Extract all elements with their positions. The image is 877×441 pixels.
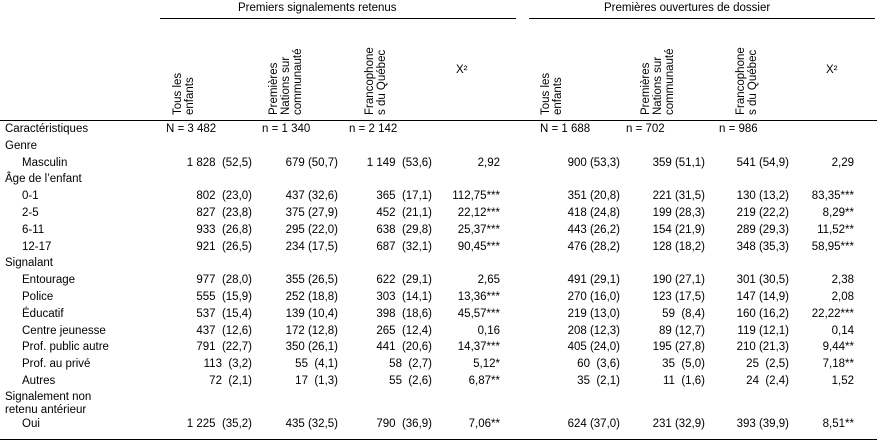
cell-g1-fq: 265 (12,4) bbox=[376, 324, 432, 337]
cell-g2-fq: 25 (2,5) bbox=[746, 358, 789, 371]
cell-g1-pn: n = 1 340 bbox=[262, 123, 311, 135]
cell-g2-pn: 195 (27,8) bbox=[652, 341, 705, 354]
cell-g1-tous: N = 3 482 bbox=[166, 123, 217, 135]
cell-g1-fq: 452 (21,1) bbox=[376, 207, 432, 219]
cell-g1-chi: 90,45*** bbox=[457, 240, 500, 253]
cell-g1-tous: 72 (2,1) bbox=[209, 375, 252, 387]
cell-g2-chi: 22,22*** bbox=[811, 307, 854, 320]
cell-g1-tous: 113 (3,2) bbox=[203, 358, 252, 371]
cell-g2-pn: 11 (1,6) bbox=[663, 375, 705, 387]
cell-g1-fq: n = 2 142 bbox=[349, 123, 398, 135]
cell-g2-pn: 154 (21,9) bbox=[652, 223, 705, 236]
cell-g2-pn: 89 (12,7) bbox=[658, 324, 705, 337]
cell-g2-chi: 2,38 bbox=[831, 274, 854, 287]
cell-g1-chi: 25,37*** bbox=[457, 223, 500, 236]
cell-g2-tous: N = 1 688 bbox=[540, 123, 591, 135]
cell-g2-pn: 128 (18,2) bbox=[652, 240, 705, 253]
group-title-signalements: Premiers signalements retenus bbox=[238, 2, 397, 14]
cell-g2-pn: 35 (5,0) bbox=[662, 358, 705, 371]
cell-g2-fq: 301 (30,5) bbox=[736, 274, 789, 287]
cell-g2-pn: 221 (31,5) bbox=[652, 190, 705, 203]
cell-g1-tous: 802 (23,0) bbox=[196, 190, 252, 203]
cell-g1-pn: 437 (32,6) bbox=[285, 190, 338, 203]
group-title-ouvertures: Premières ouvertures de dossier bbox=[604, 2, 771, 14]
col-header-chi-1: X² bbox=[456, 64, 468, 76]
cell-g2-fq: 210 (21,3) bbox=[736, 341, 789, 354]
row-label: Centre jeunesse bbox=[22, 324, 106, 337]
cell-g1-chi: 7,06** bbox=[468, 417, 500, 430]
col-header-pn-1: Premières Nations sur communauté bbox=[268, 48, 304, 115]
cell-g2-pn: 123 (17,5) bbox=[652, 291, 705, 303]
cell-g2-chi: 7,18** bbox=[822, 358, 854, 371]
row-label: Police bbox=[22, 291, 54, 303]
cell-g2-tous: 624 (37,0) bbox=[567, 417, 620, 430]
group-rule-signalements bbox=[160, 18, 516, 19]
table-bottom-rule bbox=[0, 439, 877, 440]
col-header-chi-2: X² bbox=[826, 64, 838, 76]
col-header-fq-1: Francophone s du Québec bbox=[364, 47, 388, 115]
cell-g1-fq: 303 (14,1) bbox=[376, 291, 432, 303]
cell-g2-chi: 11,52** bbox=[817, 223, 854, 236]
cell-g1-fq: 55 (2,6) bbox=[389, 375, 432, 387]
row-label: Genre bbox=[5, 139, 37, 152]
row-label: Caractéristiques bbox=[5, 123, 89, 135]
cell-g1-chi: 22,12*** bbox=[457, 207, 500, 219]
cell-g1-pn: 679 (50,7) bbox=[285, 156, 338, 169]
row-label: Prof. public autre bbox=[22, 341, 109, 354]
cell-g1-pn: 234 (17,5) bbox=[285, 240, 338, 253]
cell-g2-chi: 8,29** bbox=[822, 207, 854, 219]
col-header-fq-2: Francophone s du Québec bbox=[735, 47, 759, 115]
cell-g2-chi: 2,08 bbox=[831, 291, 854, 303]
cell-g2-fq: 147 (14,9) bbox=[736, 291, 789, 303]
cell-g2-chi: 2,29 bbox=[831, 156, 854, 169]
cell-g1-chi: 112,75*** bbox=[452, 190, 500, 203]
cell-g1-pn: 252 (18,8) bbox=[285, 291, 338, 303]
cell-g1-tous: 1 225 (35,2) bbox=[186, 417, 252, 430]
cell-g2-fq: 130 (13,2) bbox=[736, 190, 789, 203]
cell-g2-pn: n = 702 bbox=[626, 123, 665, 135]
cell-g1-pn: 435 (32,5) bbox=[285, 417, 338, 430]
cell-g1-chi: 2,65 bbox=[477, 274, 500, 287]
cell-g2-fq: 348 (35,3) bbox=[736, 240, 789, 253]
cell-g2-pn: 59 (8,4) bbox=[662, 307, 705, 320]
row-label: 12-17 bbox=[22, 240, 52, 253]
cell-g2-tous: 35 (2,1) bbox=[577, 375, 620, 387]
header-bottom-rule bbox=[0, 120, 877, 121]
cell-g1-chi: 14,37*** bbox=[457, 341, 500, 354]
cell-g2-fq: n = 986 bbox=[719, 123, 758, 135]
col-header-pn-2: Premières Nations sur communauté bbox=[640, 48, 676, 115]
cell-g1-fq: 58 (2,7) bbox=[389, 358, 432, 371]
row-label: Masculin bbox=[22, 156, 68, 169]
row-label: Éducatif bbox=[22, 307, 64, 320]
cell-g1-fq: 638 (29,8) bbox=[376, 223, 432, 236]
cell-g2-pn: 199 (28,3) bbox=[652, 207, 705, 219]
cell-g2-tous: 351 (20,8) bbox=[567, 190, 620, 203]
cell-g1-tous: 537 (15,4) bbox=[196, 307, 252, 320]
row-label: Entourage bbox=[22, 274, 76, 287]
cell-g1-pn: 172 (12,8) bbox=[285, 324, 338, 337]
cell-g1-fq: 398 (18,6) bbox=[376, 307, 432, 320]
cell-g2-tous: 219 (13,0) bbox=[567, 307, 620, 320]
cell-g1-tous: 437 (12,6) bbox=[196, 324, 252, 337]
cell-g2-tous: 60 (3,6) bbox=[577, 358, 620, 371]
cell-g1-tous: 1 828 (52,5) bbox=[186, 156, 252, 169]
cell-g2-tous: 418 (24,8) bbox=[567, 207, 620, 219]
group-rule-ouvertures bbox=[529, 18, 875, 19]
cell-g1-tous: 827 (23,8) bbox=[196, 207, 252, 219]
cell-g1-pn: 139 (10,4) bbox=[285, 307, 338, 320]
row-label: Prof. au privé bbox=[22, 358, 91, 371]
cell-g1-pn: 350 (26,1) bbox=[285, 341, 338, 354]
cell-g2-chi: 83,35*** bbox=[811, 190, 854, 203]
col-header-tous-1: Tous les enfants bbox=[172, 72, 196, 115]
cell-g2-fq: 219 (22,2) bbox=[736, 207, 789, 219]
cell-g2-tous: 270 (16,0) bbox=[567, 291, 620, 303]
cell-g2-fq: 393 (39,9) bbox=[736, 417, 789, 430]
cell-g2-chi: 58,95*** bbox=[811, 240, 854, 253]
row-label: Âge de l’enfant bbox=[5, 173, 82, 186]
cell-g1-fq: 365 (17,1) bbox=[376, 190, 432, 203]
cell-g2-chi: 0,14 bbox=[831, 324, 854, 337]
cell-g2-pn: 190 (27,1) bbox=[652, 274, 705, 287]
cell-g1-pn: 17 (1,3) bbox=[295, 375, 338, 387]
cell-g1-tous: 555 (15,9) bbox=[196, 291, 252, 303]
row-label: Oui bbox=[22, 417, 40, 430]
cell-g2-chi: 1,52 bbox=[831, 375, 854, 387]
cell-g1-chi: 6,87** bbox=[468, 375, 500, 387]
row-label: Signalant bbox=[5, 257, 53, 270]
row-label: 0-1 bbox=[22, 190, 39, 203]
cell-g1-pn: 375 (27,9) bbox=[285, 207, 338, 219]
cell-g2-pn: 359 (51,1) bbox=[652, 156, 705, 169]
cell-g2-pn: 231 (32,9) bbox=[652, 417, 705, 430]
cell-g2-tous: 443 (26,2) bbox=[567, 223, 620, 236]
cell-g1-chi: 5,12* bbox=[473, 358, 500, 371]
cell-g2-tous: 208 (12,3) bbox=[567, 324, 620, 337]
cell-g1-pn: 355 (26,5) bbox=[285, 274, 338, 287]
cell-g2-chi: 8,51** bbox=[822, 417, 854, 430]
cell-g1-pn: 55 (4,1) bbox=[295, 358, 338, 371]
cell-g2-fq: 119 (12,1) bbox=[737, 324, 789, 337]
cell-g1-chi: 45,57*** bbox=[457, 307, 500, 320]
cell-g2-tous: 900 (53,3) bbox=[567, 156, 620, 169]
row-label: 2-5 bbox=[22, 207, 39, 219]
row-label: Autres bbox=[22, 375, 56, 387]
cell-g2-fq: 541 (54,9) bbox=[736, 156, 789, 169]
row-label: 6-11 bbox=[22, 223, 45, 236]
cell-g2-chi: 9,44** bbox=[822, 341, 854, 354]
cell-g1-chi: 2,92 bbox=[477, 156, 500, 169]
cell-g1-tous: 791 (22,7) bbox=[196, 341, 252, 354]
row-label: Signalement non retenu antérieur bbox=[5, 390, 92, 416]
col-header-tous-2: Tous les enfants bbox=[540, 72, 564, 115]
cell-g2-tous: 491 (29,1) bbox=[567, 274, 620, 287]
cell-g2-tous: 405 (24,0) bbox=[567, 341, 620, 354]
cell-g1-chi: 13,36*** bbox=[457, 291, 500, 303]
cell-g1-tous: 977 (28,0) bbox=[196, 274, 252, 287]
cell-g1-fq: 1 149 (53,6) bbox=[366, 156, 432, 169]
cell-g1-fq: 687 (32,1) bbox=[376, 240, 432, 253]
cell-g1-tous: 933 (26,8) bbox=[196, 223, 252, 236]
cell-g2-fq: 160 (16,2) bbox=[736, 307, 789, 320]
cell-g1-fq: 622 (29,1) bbox=[376, 274, 432, 287]
cell-g1-fq: 790 (36,9) bbox=[376, 417, 432, 430]
cell-g1-tous: 921 (26,5) bbox=[196, 240, 252, 253]
cell-g1-chi: 0,16 bbox=[477, 324, 500, 337]
cell-g2-fq: 289 (29,3) bbox=[736, 223, 789, 236]
cell-g1-pn: 295 (22,0) bbox=[285, 223, 338, 236]
cell-g1-fq: 441 (20,6) bbox=[376, 341, 432, 354]
cell-g2-tous: 476 (28,2) bbox=[567, 240, 620, 253]
cell-g2-fq: 24 (2,4) bbox=[746, 375, 789, 387]
